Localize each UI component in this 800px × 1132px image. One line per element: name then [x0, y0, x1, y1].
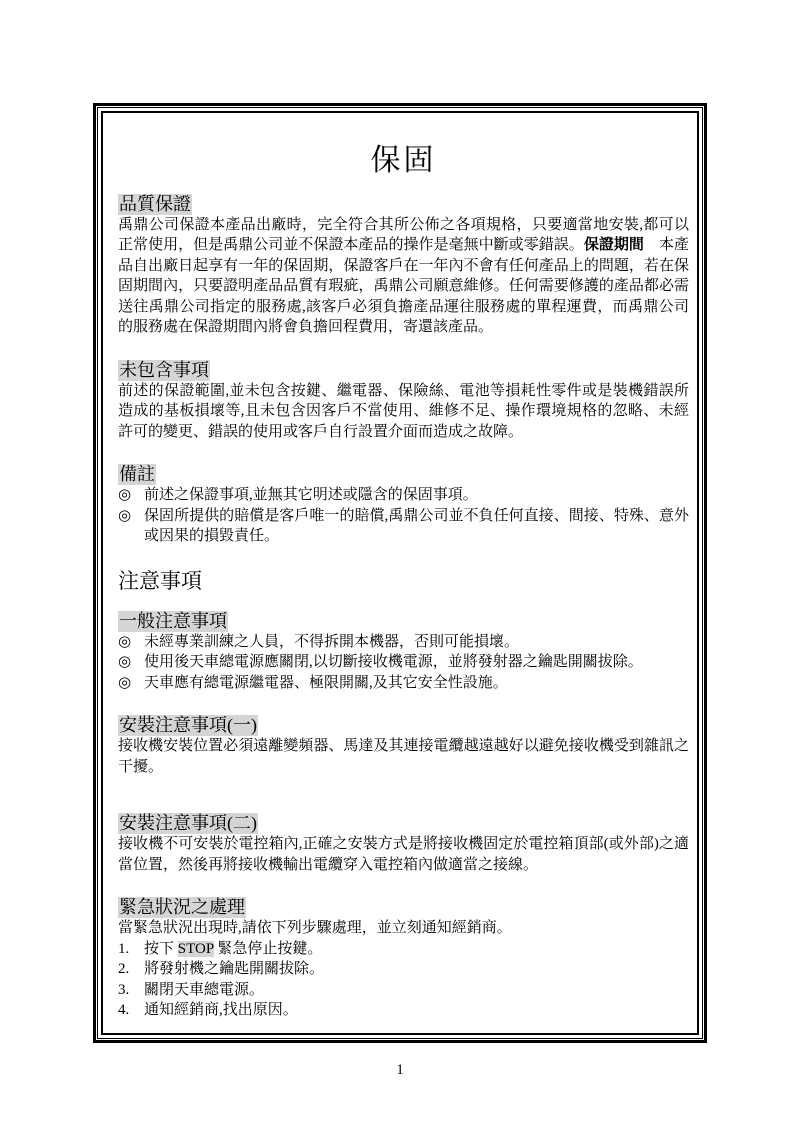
step-text-pre: 關閉天車總電源。	[144, 981, 265, 998]
step-text-pre: 按下	[144, 940, 178, 957]
quality-guarantee-heading: 品質保證	[119, 193, 191, 214]
page-border-inner-line	[101, 111, 699, 1035]
emergency-step	[118, 959, 689, 980]
emergency-step-text	[144, 939, 689, 960]
step-text-pre: 將發射機之鑰匙開關拔除。	[144, 961, 325, 977]
general-precautions-heading: 一般注意事項	[119, 610, 227, 631]
section-general-precautions	[118, 611, 689, 694]
step-number: 3.	[118, 981, 130, 998]
remarks-list-item	[118, 485, 689, 506]
page-border-middle-line	[97, 107, 703, 1039]
emergency-step-text	[144, 980, 689, 1001]
emergency-handling-heading: 緊急狀況之處理	[119, 897, 245, 917]
page-number: 1	[396, 1062, 404, 1078]
bullet-icon: ◎	[118, 507, 132, 524]
step-number: 4.	[118, 1002, 130, 1018]
general-list-item	[118, 632, 689, 653]
general-item-text: 使用後天車總電源應關閉,以切斷接收機電源，並將發射器之鑰匙開關拔除。	[144, 654, 643, 670]
page-border-frame	[93, 103, 707, 1043]
general-item-text: 未經專業訓練之人員，不得拆開本機器，否則可能損壞。	[144, 633, 520, 650]
section-install-precautions-2	[118, 813, 689, 875]
warranty-period-bold-term: 保證期間	[583, 237, 644, 253]
emergency-step	[118, 939, 689, 960]
emergency-intro: 當緊急狀況出現時,請依下列步驟處理，並立刻通知經銷商。	[118, 920, 512, 936]
document-content	[103, 141, 697, 1021]
step-text-post: 緊急停止按鍵。	[213, 940, 323, 957]
step-number: 1.	[118, 940, 130, 957]
step-number: 2.	[118, 961, 130, 977]
emergency-step-text	[144, 959, 689, 980]
exclusions-paragraph: 前述的保證範圍,並未包含按鍵、繼電器、保險絲、電池等損耗性零件或是裝機錯誤所造成的基板損壞等,且未包含因客戶不當使用、維修不足、操作環境規格的忽略、未經許可的變更、錯誤的使用或客戶自行設置介面而造成之故障。	[118, 382, 689, 440]
general-list-item	[118, 673, 689, 694]
quality-text-part1: 禹鼎公司保證本產品出廠時，完全符合其所公佈之各項規格，只要適當地安裝,都可以正常使用，但是禹鼎公司並不保證本產品的操作是毫無中斷或零錯誤。	[118, 216, 689, 253]
install-precautions-1-paragraph: 接收機安裝位置必須遠離變頻器、馬達及其連接電纜越遠越好以避免接收機受到雜訊之干擾。	[118, 738, 689, 775]
bullet-icon: ◎	[118, 654, 132, 670]
emergency-step	[118, 1000, 689, 1021]
document-title: 保固	[370, 144, 437, 177]
section-exclusions	[118, 360, 689, 443]
emergency-step	[118, 980, 689, 1001]
section-install-precautions-1	[118, 715, 689, 777]
bullet-icon: ◎	[118, 633, 132, 650]
remarks-list-item	[118, 506, 689, 547]
precautions-main-heading: 注意事項	[118, 568, 202, 593]
section-remarks	[118, 464, 689, 547]
section-quality-guarantee	[118, 194, 689, 338]
exclusions-heading: 未包含事項	[119, 359, 209, 380]
remarks-item-text: 保固所提供的賠償是客戶唯一的賠償,禹鼎公司並不負任何直接、間接、特殊、意外或因果的損毀責任。	[144, 507, 689, 544]
bullet-icon: ◎	[118, 487, 132, 503]
remarks-heading: 備註	[119, 464, 155, 484]
install-precautions-2-heading: 安裝注意事項(二)	[119, 813, 257, 833]
section-emergency-handling	[118, 897, 689, 1021]
bullet-icon: ◎	[118, 674, 132, 691]
general-item-text: 天車應有總電源繼電器、極限開關,及其它安全性設施。	[144, 674, 508, 691]
install-precautions-1-heading: 安裝注意事項(一)	[119, 715, 257, 735]
install-precautions-2-paragraph: 接收機不可安裝於電控箱內,正確之安裝方式是將接收機固定於電控箱頂部(或外部)之適當位置，然後再將接收機輸出電纜穿入電控箱內做適當之接線。	[118, 836, 689, 873]
step-text-pre: 通知經銷商,找出原因。	[144, 1002, 298, 1018]
quality-guarantee-paragraph	[118, 215, 689, 338]
emergency-step-text	[144, 1000, 689, 1021]
stop-key-highlight: STOP	[177, 940, 214, 957]
remarks-item-text: 前述之保證事項,並無其它明述或隱含的保固事項。	[144, 487, 478, 503]
quality-text-part2: 本產品自出廠日起享有一年的保固期，保證客戶在一年內不會有任何產品上的問題，若在保固期間內，只要證明產品品質有瑕疵，禹鼎公司願意維修。任何需要修護的產品都必需送往禹鼎公司指定的服務處,該客戶必須負擔產品運往服務處的單程運費，而禹鼎公司的服務處在保證期間內將會負擔回程費用，寄還該產品。	[118, 237, 689, 335]
general-list-item	[118, 652, 689, 673]
